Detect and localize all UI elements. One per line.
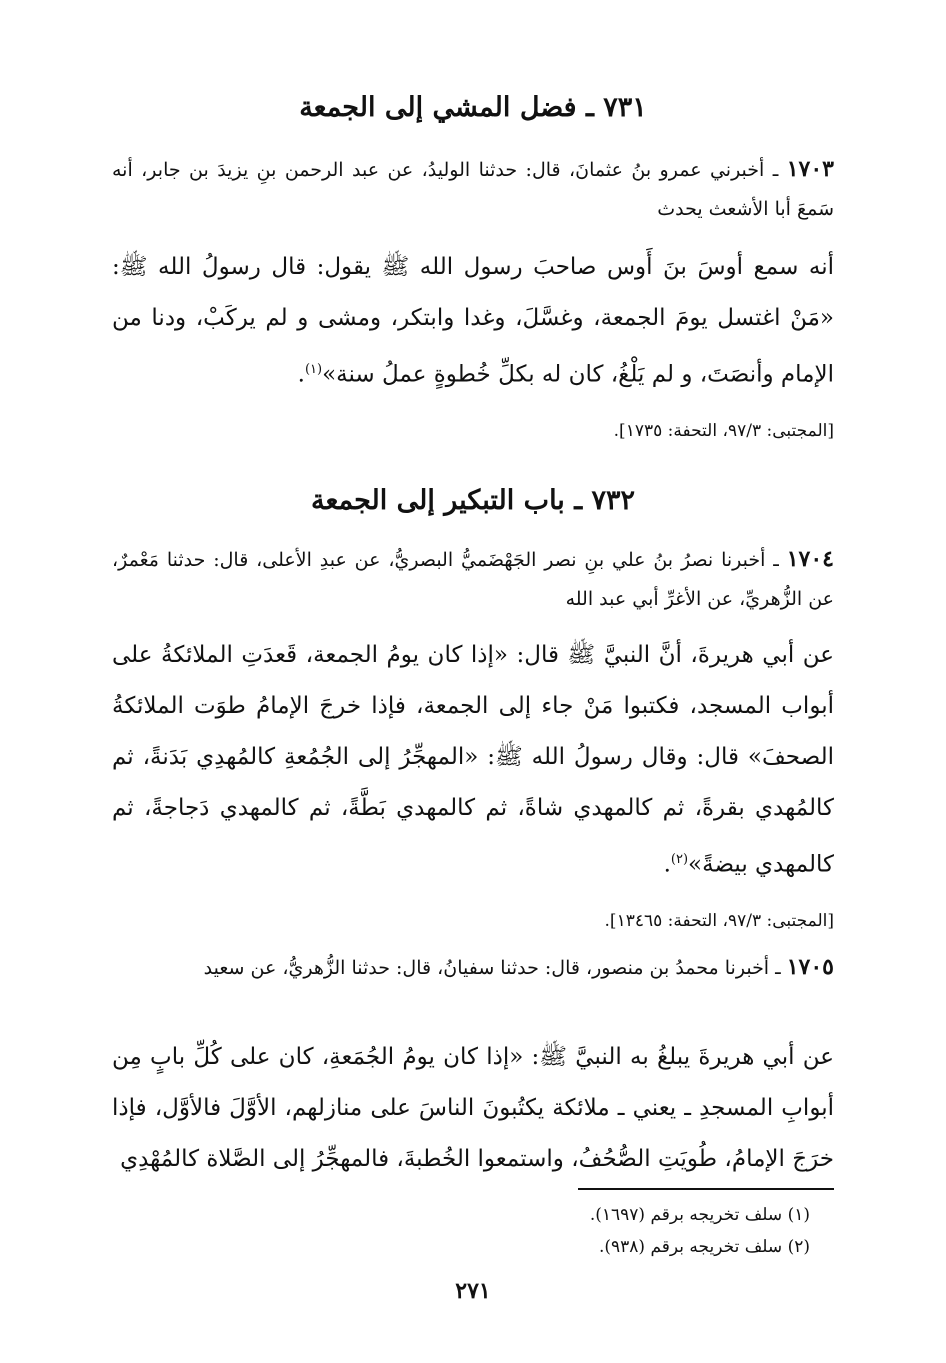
page — [112, 0, 834, 1363]
hadith-number: ١٧٠٤ — [786, 546, 834, 572]
hadith-number: ١٧٠٣ — [786, 156, 834, 182]
isnad-text: ـ أخبرنا نصرُ بنُ علي بنِ نصر الجَهْضَميُّ البصريُّ، عن عبدِ الأعلى، قال: حدثنا مَعْمرٌ، عن الزُّهريِّ، عن الأغرِّ أبي عبد الله — [112, 549, 834, 610]
hadith-1703-isnad — [112, 150, 834, 229]
isnad-text: ـ أخبرنا محمدُ بن منصور، قال: حدثنا سفيانُ، قال: حدثنا الزُّهريُّ، عن سعيد — [203, 957, 787, 979]
hadith-1705-matn: عن أبي هريرةَ يبلغُ به النبيَّ ﷺ: «إذا كان يومُ الجُمَعةِ، كان على كُلِّ بابٍ مِن أبوابِ المسجدِ ـ يعني ـ ملائكة يكتُبونَ الناسَ على منازلهم، الأوَّلَ فالأوَّل، فإذا خرَجَ الإمامُ، طُويَتِ الصُّحُفُ، واستمعوا الخُطبةَ، فالمهجِّرُ إلى الصَّلاة كالمُهْدِي — [112, 1044, 834, 1172]
matn-text: عن أبي هريرةَ، أنَّ النبيَّ ﷺ قال: «إذا كان يومُ الجمعة، قَعدَتِ الملائكةُ على أبواب المسجد، فكتبوا مَنْ جاء إلى الجمعة، فإذا خرجَ الإمامُ طوَت الملائكةُ الصحفَ» قال: وقال رسولُ الله ﷺ: «المهجِّرُ إلى الجُمُعةِ كالمُهدِي بَدَنةً، ثم كالمُهدي بقرةً، ثم كالمهدي شاةً، ثم كالمهدي بَطَّةً، ثم كالمهدي دَجاجةً، ثم كالمهدي بيضةً» — [112, 642, 834, 878]
footnote-1: (١) سلف تخريجه برقم (١٦٩٧). — [589, 1205, 810, 1225]
page-number: ٢٧١ — [455, 1278, 491, 1304]
hadith-1705-isnad — [112, 948, 834, 988]
footnote-marker: (٢) — [670, 852, 689, 867]
hadith-number: ١٧٠٥ — [786, 954, 834, 980]
footnote-divider — [578, 1188, 834, 1190]
hadith-1704-matn: عن أبي هريرةَ، أنَّ النبيَّ ﷺ قال: «إذا كان يومُ الجمعة، قَعدَتِ الملائكةُ على أبواب المسجد، فكتبوا مَنْ جاء إلى الجمعة، فإذا خرجَ الإمامُ طوَت الملائكةُ الصحفَ» قال: وقال رسولُ الله ﷺ: «المهجِّرُ إلى الجُمُعةِ كالمُهدِي بَدَنةً، ثم كالمُهدي بقرةً، ثم كالمهدي شاةً، ثم كالمهدي بَطَّةً، ثم كالمهدي دَجاجةً، ثم كالمهدي بيضةً»$^{(٢)}$. — [112, 642, 834, 878]
matn-text: أنه سمع أوسَ بنَ أَوس صاحبَ رسول الله ﷺ يقول: قال رسولُ الله ﷺ: «مَنْ اغتسل يومَ الجمعة، وغسَّلَ، وغدا وابتكر، ومشى و لم يركَبْ، ودنا من الإمام وأنصَتَ، و لم يَلْغُ، كان له بكلِّ خُطوةٍ عملُ سنة» — [112, 254, 834, 388]
hadith-1704-isnad — [112, 540, 834, 619]
hadith-1703-matn: أنه سمع أوسَ بنَ أَوس صاحبَ رسول الله ﷺ يقول: قال رسولُ الله ﷺ: «مَنْ اغتسل يومَ الجمعة، وغسَّلَ، وغدا وابتكر، ومشى و لم يركَبْ، ودنا من الإمام وأنصَتَ، و لم يَلْغُ، كان له بكلِّ خُطوةٍ عملُ سنة»$^{(١)}$. — [112, 254, 834, 388]
chapter-heading-732: ٧٣٢ ـ باب التبكير إلى الجمعة — [310, 485, 636, 516]
chapter-heading-731: ٧٣١ ـ فضل المشي إلى الجمعة — [299, 92, 647, 123]
hadith-1703-reference: [المجتبى: ٩٧/٣، التحفة: ١٧٣٥]. — [613, 421, 834, 441]
hadith-1704-reference: [المجتبى: ٩٧/٣، التحفة: ١٣٤٦٥]. — [604, 911, 834, 931]
isnad-text: ـ أخبرني عمرو بنُ عثمانَ، قال: حدثنا الوليدُ، عن عبد الرحمن بنِ يزيدَ بن جابر، أنه سَمعَ أبا الأشعث يحدث — [112, 159, 834, 220]
footnote-marker: (١) — [304, 362, 323, 377]
footnote-2: (٢) سلف تخريجه برقم (٩٣٨). — [598, 1237, 810, 1257]
